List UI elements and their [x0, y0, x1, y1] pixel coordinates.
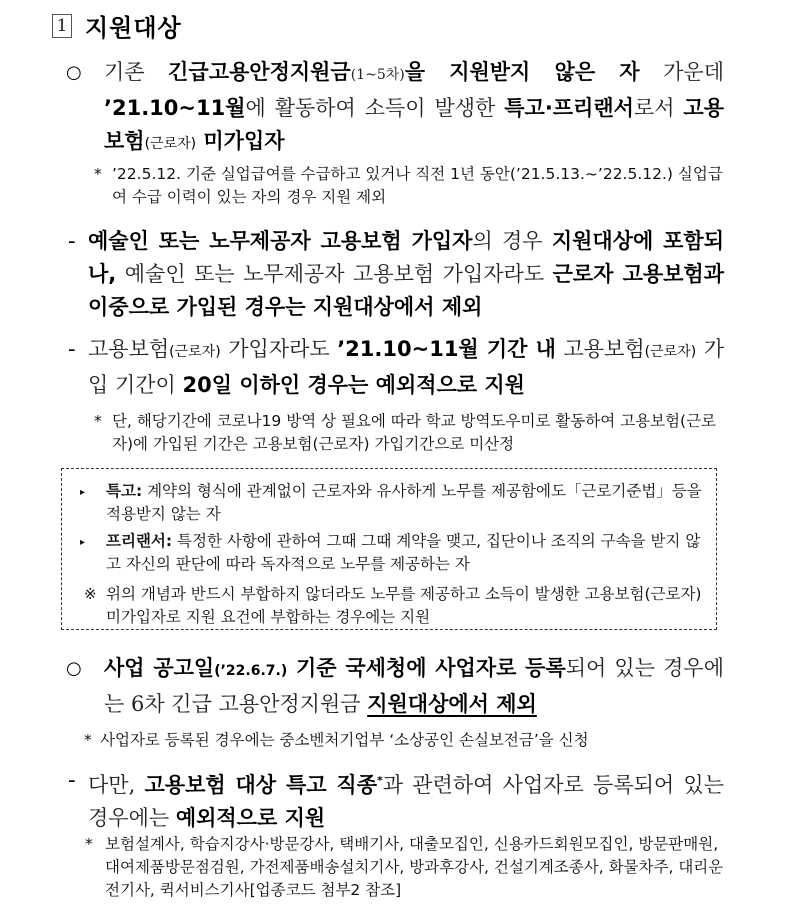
asterisk-marker: * — [94, 165, 102, 183]
eligibility-main-paragraph: ○ 기존 긴급고용안정지원금(1~5차)을 지원받지 않은 자 가운데 ’21.10~11월에 활동하여 소득이 발생한 특고·프리랜서로서 고용보험(근로자) 미가입자 — [104, 56, 724, 161]
covid-helper-note: * 단, 해당기간에 코로나19 방역 상 필요에 따라 학교 방역도우미로 활동하여 고용보험(근로자)에 가입된 기간은 고용보험(근로자) 가입기간으로 미산정 — [94, 412, 717, 453]
definition-special-worker: ▸ 특고: 계약의 형식에 관계없이 근로자와 유사하게 노무를 제공함에도「근로기준법」등을 적용받지 않는 자 — [80, 482, 702, 523]
loss-compensation-note: * 사업자로 등록된 경우에는 중소벤처기업부 ‘소상공인 손실보전금’을 신청 — [100, 729, 740, 752]
excluded-emphasis: 지원대상에서 제외 — [367, 692, 537, 716]
dash-marker: - — [68, 337, 76, 361]
unemployment-benefit-note: * ’22.5.12. 기준 실업급여를 수급하고 있거나 직전 1년 동안(’21.5.13.~’22.5.12.) 실업급여 수급 이력이 있는 자의 경우 지원 제외 — [94, 165, 723, 206]
dash-marker: - — [68, 229, 76, 253]
definitions-remark: ※ 위의 개념과 반드시 부합하지 않더라도 노무를 제공하고 소득이 발생한 고용보험(근로자) 미가입자로 지원 요건에 부합하는 경우에는 지원 — [84, 585, 702, 626]
occupation-list-note: * 보험설계사, 학습지강사·방문강사, 택배기사, 대출모집인, 신용카드회원모집인, 방문판매원, 대여제품방문점검원, 가전제품배송설치기사, 방과후강사, 건설기계조종사, 화물차주, 대리운전기사, 퀵서비스기사[업종코드 첨부2 참조] — [85, 835, 724, 899]
reference-mark-icon: ※ — [84, 585, 97, 603]
circle-bullet-icon: ○ — [66, 62, 82, 83]
section-heading — [52, 8, 182, 43]
footnote-asterisk: * — [376, 774, 383, 787]
section-title: 지원대상 — [85, 14, 182, 42]
section-number-box: 1 — [52, 14, 72, 38]
insured-exception-paragraph: - 고용보험(근로자) 가입자라도 ’21.10~11월 기간 내 고용보험(근로자) 가입 기간이 20일 이하인 경우는 예외적으로 지원 — [88, 333, 724, 402]
triangle-bullet-icon: ▸ — [80, 537, 86, 548]
registered-exception-paragraph: - 다만, 고용보험 대상 특고 직종*과 관련하여 사업자로 등록되어 있는 경우에는 예외적으로 지원 — [88, 764, 724, 835]
dash-marker: - — [68, 768, 76, 792]
business-registration-paragraph: ○ 사업 공고일(’22.6.7.) 기준 국세청에 사업자로 등록되어 있는 경우에는 6차 긴급 고용안정지원금 지원대상에서 제외 — [104, 652, 724, 721]
triangle-bullet-icon: ▸ — [80, 487, 86, 498]
definitions-box — [61, 468, 717, 630]
definition-freelancer: ▸ 프리랜서: 특정한 사항에 관하여 그때 그때 계약을 맺고, 집단이나 조직의 구속을 받지 않고 자신의 판단에 따라 독자적으로 노무를 제공하는 자 — [80, 532, 701, 573]
circle-bullet-icon: ○ — [66, 658, 82, 679]
asterisk-marker: * — [94, 412, 102, 430]
asterisk-marker: * — [84, 731, 92, 749]
asterisk-marker: * — [85, 835, 93, 853]
artist-insurance-paragraph: - 예술인 또는 노무제공자 고용보험 가입자의 경우 지원대상에 포함되나, 예술인 또는 노무제공자 고용보험 가입자라도 근로자 고용보험과 이중으로 가입된 경우는 지원대상에서 제외 — [88, 225, 724, 324]
